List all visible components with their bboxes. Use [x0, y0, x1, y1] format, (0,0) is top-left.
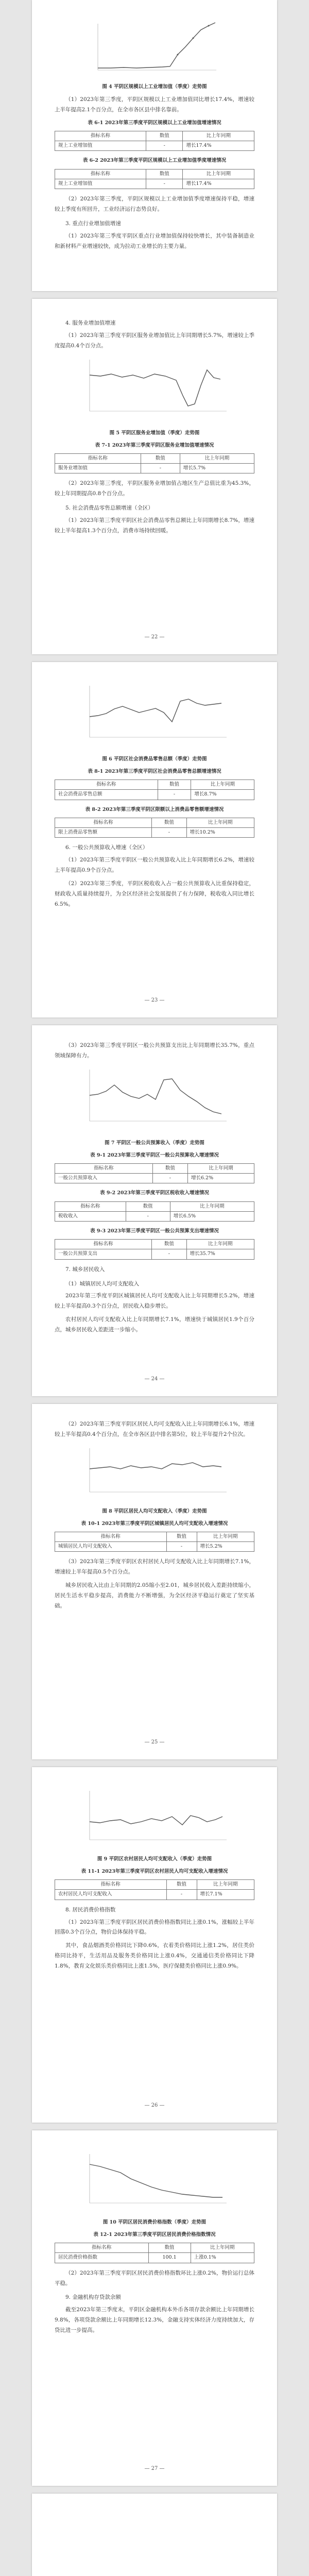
table-header-cell: 数值 — [126, 1201, 170, 1211]
table-cell: - — [126, 1211, 170, 1221]
table-cell: - — [152, 827, 187, 837]
table-header-cell: 指标名称 — [55, 131, 146, 141]
table-title: 表 12-1 2023年第三季度平阴区居民消费价格指数情况 — [93, 2232, 216, 2238]
table-title: 表 8-2 2023年第三季度平阴区限额以上消费品零售额增速情况 — [85, 806, 224, 812]
document-page — [32, 0, 277, 291]
table-cell: - — [141, 464, 180, 473]
page-number: — 22 — — [144, 634, 165, 640]
data-table — [55, 2243, 254, 2263]
table-title: 表 6-1 2023年第三季度平阴区规模以上工业增加值增速情况 — [88, 120, 221, 126]
paragraph: （2）2023年第三季度平阴区居民消费价格指数环比上涨0.2%，物价运行总体平稳。 — [55, 2269, 254, 2286]
paragraph: 农村居民人均可支配收入比上年同期增长7.1%，增速快于城镇居民1.9个百分点，城乡居民收入差距进一步缩小。 — [55, 1316, 254, 1333]
line-chart — [88, 19, 221, 80]
document-page — [32, 2130, 277, 2486]
page-number: — 24 — — [144, 1376, 165, 1382]
paragraph: （1）2023年第三季度平阴区服务业增加值比上年同期增长5.7%，增速较上季度提高0.4个百分点。 — [55, 332, 254, 349]
table-cell: 一般公共预算收入 — [55, 1174, 153, 1183]
chart-caption: 图 5 平阴区服务业增加值（季度）走势图 — [109, 430, 200, 436]
table-cell: 服务业增加值 — [55, 464, 141, 473]
paragraph: （2）2023年第三季度，平阴区服务业增加值占地区生产总值比重为45.3%，较上年同期提高0.8个百分点。 — [55, 480, 254, 497]
document-page — [32, 662, 277, 1018]
table-cell: 增长35.7% — [186, 1249, 254, 1259]
table-header-cell: 指标名称 — [55, 1880, 167, 1890]
table-header-cell: 比上年同期 — [170, 1201, 254, 1211]
section-heading: 7. 城乡居民收入 — [65, 1266, 105, 1273]
table-title: 表 7-1 2023年第三季度平阴区服务业增加值增速情况 — [95, 442, 214, 448]
chart-caption: 图 4 平阴区规模以上工业增加值（季度）走势图 — [102, 84, 207, 90]
table-header-cell: 比上年同期 — [187, 1163, 254, 1173]
data-table — [55, 1163, 254, 1184]
table-cell: 100.1 — [148, 2253, 191, 2263]
table-header-cell: 数值 — [166, 1532, 197, 1541]
data-table — [55, 169, 254, 190]
data-table — [55, 453, 254, 474]
document-page — [32, 299, 277, 654]
paragraph: （2）2023年第三季度，平阴区税收收入占一般公共预算收入比重保持稳定，财政收入质量持续提升，为全区经济社会发展提供了有力保障，税收收入同比增长6.5%。 — [55, 880, 254, 907]
page-number: — 23 — — [144, 997, 165, 1003]
table-cell: 农村居民人均可支配收入 — [55, 1890, 167, 1900]
table-cell: 规上工业增加值 — [55, 179, 146, 189]
section-heading: 6. 一般公共预算收入增速（全区） — [65, 844, 148, 851]
section-heading: （1）城镇居民人均可支配收入 — [65, 1280, 140, 1287]
table-cell: 增长17.4% — [183, 179, 254, 189]
paragraph: （2）2023年第三季度平阴区居民人均可支配收入比上年同期增长6.1%，增速较上半年提高0.4个百分点，在全市各区县中排名第5位，较上半年提升2个位次。 — [55, 1421, 254, 1437]
paragraph: （2）2023年第三季度，平阴区规模以上工业增加值季度增速保持平稳，增速较上季度有所回升，工业经济运行态势良好。 — [55, 196, 254, 212]
data-table — [55, 1879, 254, 1900]
table-header-cell: 比上年同期 — [183, 131, 254, 141]
line-chart — [77, 354, 232, 427]
table-cell: 限上消费品零售额 — [55, 827, 152, 837]
chart-caption: 图 9 平阴区农村居民人均可支配收入（季度）走势图 — [97, 1856, 212, 1862]
data-table — [55, 1239, 254, 1260]
chart-caption: 图 7 平阴区一般公共预算收入（季度）走势图 — [105, 1140, 204, 1146]
page-number: — 26 — — [144, 2103, 165, 2108]
table-header-cell: 指标名称 — [55, 818, 152, 827]
table-cell: - — [166, 1542, 197, 1552]
paragraph: （1）2023年第三季度平阴区社会消费品零售总额比上年同期增长8.7%，增速较上半年提高1.3个百分点，消费市场持续回暖。 — [55, 517, 254, 534]
section-heading: 3. 重点行业增加值增速 — [65, 220, 121, 227]
table-header-cell: 数值 — [152, 1240, 187, 1249]
section-heading: 4. 服务业增加值增速 — [65, 320, 116, 326]
table-cell: - — [166, 1890, 197, 1900]
table-header-cell: 指标名称 — [55, 780, 158, 790]
table-cell: 增长10.2% — [186, 827, 254, 837]
table-header-cell: 比上年同期 — [186, 818, 254, 827]
page-number: — 27 — — [144, 2466, 165, 2471]
data-table — [55, 1532, 254, 1552]
paragraph: （1）2023年第三季度平阴区一般公共预算收入比上年同期增长6.2%，增速较上半年提高0.9个百分点。 — [55, 857, 254, 874]
paragraph: （1）2023年第三季度平阴区居民消费价格指数同比上涨0.1%，涨幅较上半年回落0.3个百分点，物价总体保持平稳。 — [55, 1919, 254, 1936]
table-title: 表 9-2 2023年第三季度平阴区税收收入增速情况 — [100, 1190, 209, 1196]
table-header-cell: 数值 — [146, 169, 183, 179]
table-cell: 增长6.5% — [170, 1211, 254, 1221]
table-header-cell: 数值 — [152, 818, 187, 827]
table-cell: 增长17.4% — [183, 141, 254, 151]
line-chart — [77, 1443, 232, 1505]
table-header-cell: 比上年同期 — [197, 1532, 254, 1541]
table-header-cell: 指标名称 — [55, 1201, 126, 1211]
table-cell: 增长5.2% — [197, 1542, 254, 1552]
table-header-cell: 数值 — [146, 131, 183, 141]
table-title: 表 10-1 2023年第三季度平阴区城镇居民人均可支配收入增速情况 — [81, 1520, 228, 1527]
table-cell: 税收收入 — [55, 1211, 126, 1221]
paragraph: 城乡居民收入比由上年同期的2.05缩小至2.01，城乡居民收入差距持续缩小，居民生活水平稳步提高，消费能力不断增强，为全区经济平稳运行奠定了坚实基础。 — [55, 1582, 254, 1609]
chart-caption: 图 6 平阴区社会消费品零售总额（季度）走势图 — [102, 756, 207, 762]
table-header-cell: 数值 — [148, 2243, 191, 2253]
table-cell: 增长6.2% — [187, 1174, 254, 1183]
paragraph: （3）2023年第三季度平阴区农村居民人均可支配收入比上年同期增长7.1%，增速较上半年提高0.5个百分点。 — [55, 1558, 254, 1575]
table-header-cell: 比上年同期 — [191, 2243, 254, 2253]
table-title: 表 11-1 2023年第三季度平阴区农村居民人均可支配收入增速情况 — [81, 1869, 228, 1875]
paragraph: 其中，食品烟酒类价格同比下降0.6%，衣着类价格同比上涨1.2%，居住类价格同比持平，生活用品及服务类价格同比上涨0.4%，交通通信类价格同比下降1.8%，教育文化娱乐类价格同比上涨1.5%，医疗保健类价格同比上涨0.9%。 — [55, 1942, 254, 1970]
table-cell: - — [158, 790, 191, 800]
table-header-cell: 指标名称 — [55, 1240, 152, 1249]
paragraph: 2023年第三季度平阴区城镇居民人均可支配收入比上年同期增长5.2%，增速较上半年提高0.3个百分点，居民收入稳步增长。 — [55, 1293, 254, 1310]
data-table — [55, 818, 254, 838]
table-cell: 城镇居民人均可支配收入 — [55, 1542, 167, 1552]
section-heading: 8. 居民消费价格指数 — [65, 1906, 116, 1913]
document-page — [32, 2494, 277, 2576]
table-header-cell: 指标名称 — [55, 1532, 167, 1541]
table-header-cell: 指标名称 — [55, 453, 141, 463]
table-header-cell: 比上年同期 — [191, 780, 254, 790]
line-chart — [77, 681, 232, 753]
section-heading: 9. 金融机构存贷款余额 — [65, 2294, 121, 2301]
table-cell: 上涨0.1% — [191, 2253, 254, 2263]
table-cell: 增长5.7% — [180, 464, 254, 473]
data-table — [55, 131, 254, 151]
table-cell: - — [146, 179, 183, 189]
document-page — [32, 1767, 277, 2123]
table-header-cell: 数值 — [152, 1163, 187, 1173]
table-title: 表 6-2 2023年第三季度平阴区规模以上工业增加值季度增速情况 — [82, 158, 227, 164]
paragraph: （1）2023年第三季度，平阴区规模以上工业增加值同比增长17.4%，增速较上半年提高2.1个百分点，在全市各区县中排名靠前。 — [55, 96, 254, 113]
table-header-cell: 比上年同期 — [183, 169, 254, 179]
table-header-cell: 比上年同期 — [186, 1240, 254, 1249]
table-header-cell: 指标名称 — [55, 2243, 149, 2253]
table-header-cell: 指标名称 — [55, 1163, 153, 1173]
document-page — [32, 1404, 277, 1759]
table-cell: - — [146, 141, 183, 151]
paragraph: （3）2023年第三季度平阴区一般公共预算支出比上年同期增长35.7%，重点领域保障有力。 — [55, 1042, 254, 1059]
table-header-cell: 指标名称 — [55, 169, 146, 179]
line-chart — [77, 1786, 232, 1853]
table-cell: 规上工业增加值 — [55, 141, 146, 151]
table-header-cell: 数值 — [158, 780, 191, 790]
table-title: 表 9-3 2023年第三季度平阴区一般公共预算支出增速情况 — [90, 1228, 219, 1234]
table-title: 表 8-1 2023年第三季度平阴区社会消费品零售总额增速情况 — [88, 769, 221, 775]
line-chart — [77, 1064, 232, 1137]
table-header-cell: 数值 — [166, 1880, 197, 1890]
table-cell: 增长7.1% — [197, 1890, 254, 1900]
paragraph: 截至2023年第三季度末，平阴区金融机构本外币各项存款余额比上年同期增长9.8%，各项贷款余额比上年同期增长12.3%，金融支持实体经济力度持续加大，存贷比进一步提高。 — [55, 2307, 254, 2334]
chart-caption: 图 10 平阴区居民消费价格指数（季度）走势图 — [102, 2219, 207, 2225]
page-number: — 25 — — [144, 1739, 165, 1745]
table-title: 表 9-1 2023年第三季度平阴区一般公共预算收入增速情况 — [90, 1152, 219, 1158]
table-cell: - — [152, 1174, 187, 1183]
table-cell: 增长8.7% — [191, 790, 254, 800]
table-cell: 一般公共预算支出 — [55, 1249, 152, 1259]
data-table — [55, 1201, 254, 1222]
table-header-cell: 数值 — [141, 453, 180, 463]
table-header-cell: 比上年同期 — [197, 1880, 254, 1890]
chart-caption: 图 8 平阴区居民人均可支配收入（季度）走势图 — [102, 1508, 207, 1514]
section-heading: 5. 社会消费品零售总额增速（全区） — [65, 505, 153, 512]
line-chart — [77, 2149, 232, 2216]
table-header-cell: 比上年同期 — [180, 453, 254, 463]
data-table — [55, 779, 254, 800]
table-cell: 社会消费品零售总额 — [55, 790, 158, 800]
table-cell: - — [152, 1249, 187, 1259]
table-cell: 居民消费价格指数 — [55, 2253, 149, 2263]
paragraph: （1）2023年第三季度平阴区重点行业增加值保持较快增长，其中装备制造业和新材料产业增速较快，成为拉动工业增长的主要力量。 — [55, 232, 254, 249]
document-page — [32, 1025, 277, 1396]
